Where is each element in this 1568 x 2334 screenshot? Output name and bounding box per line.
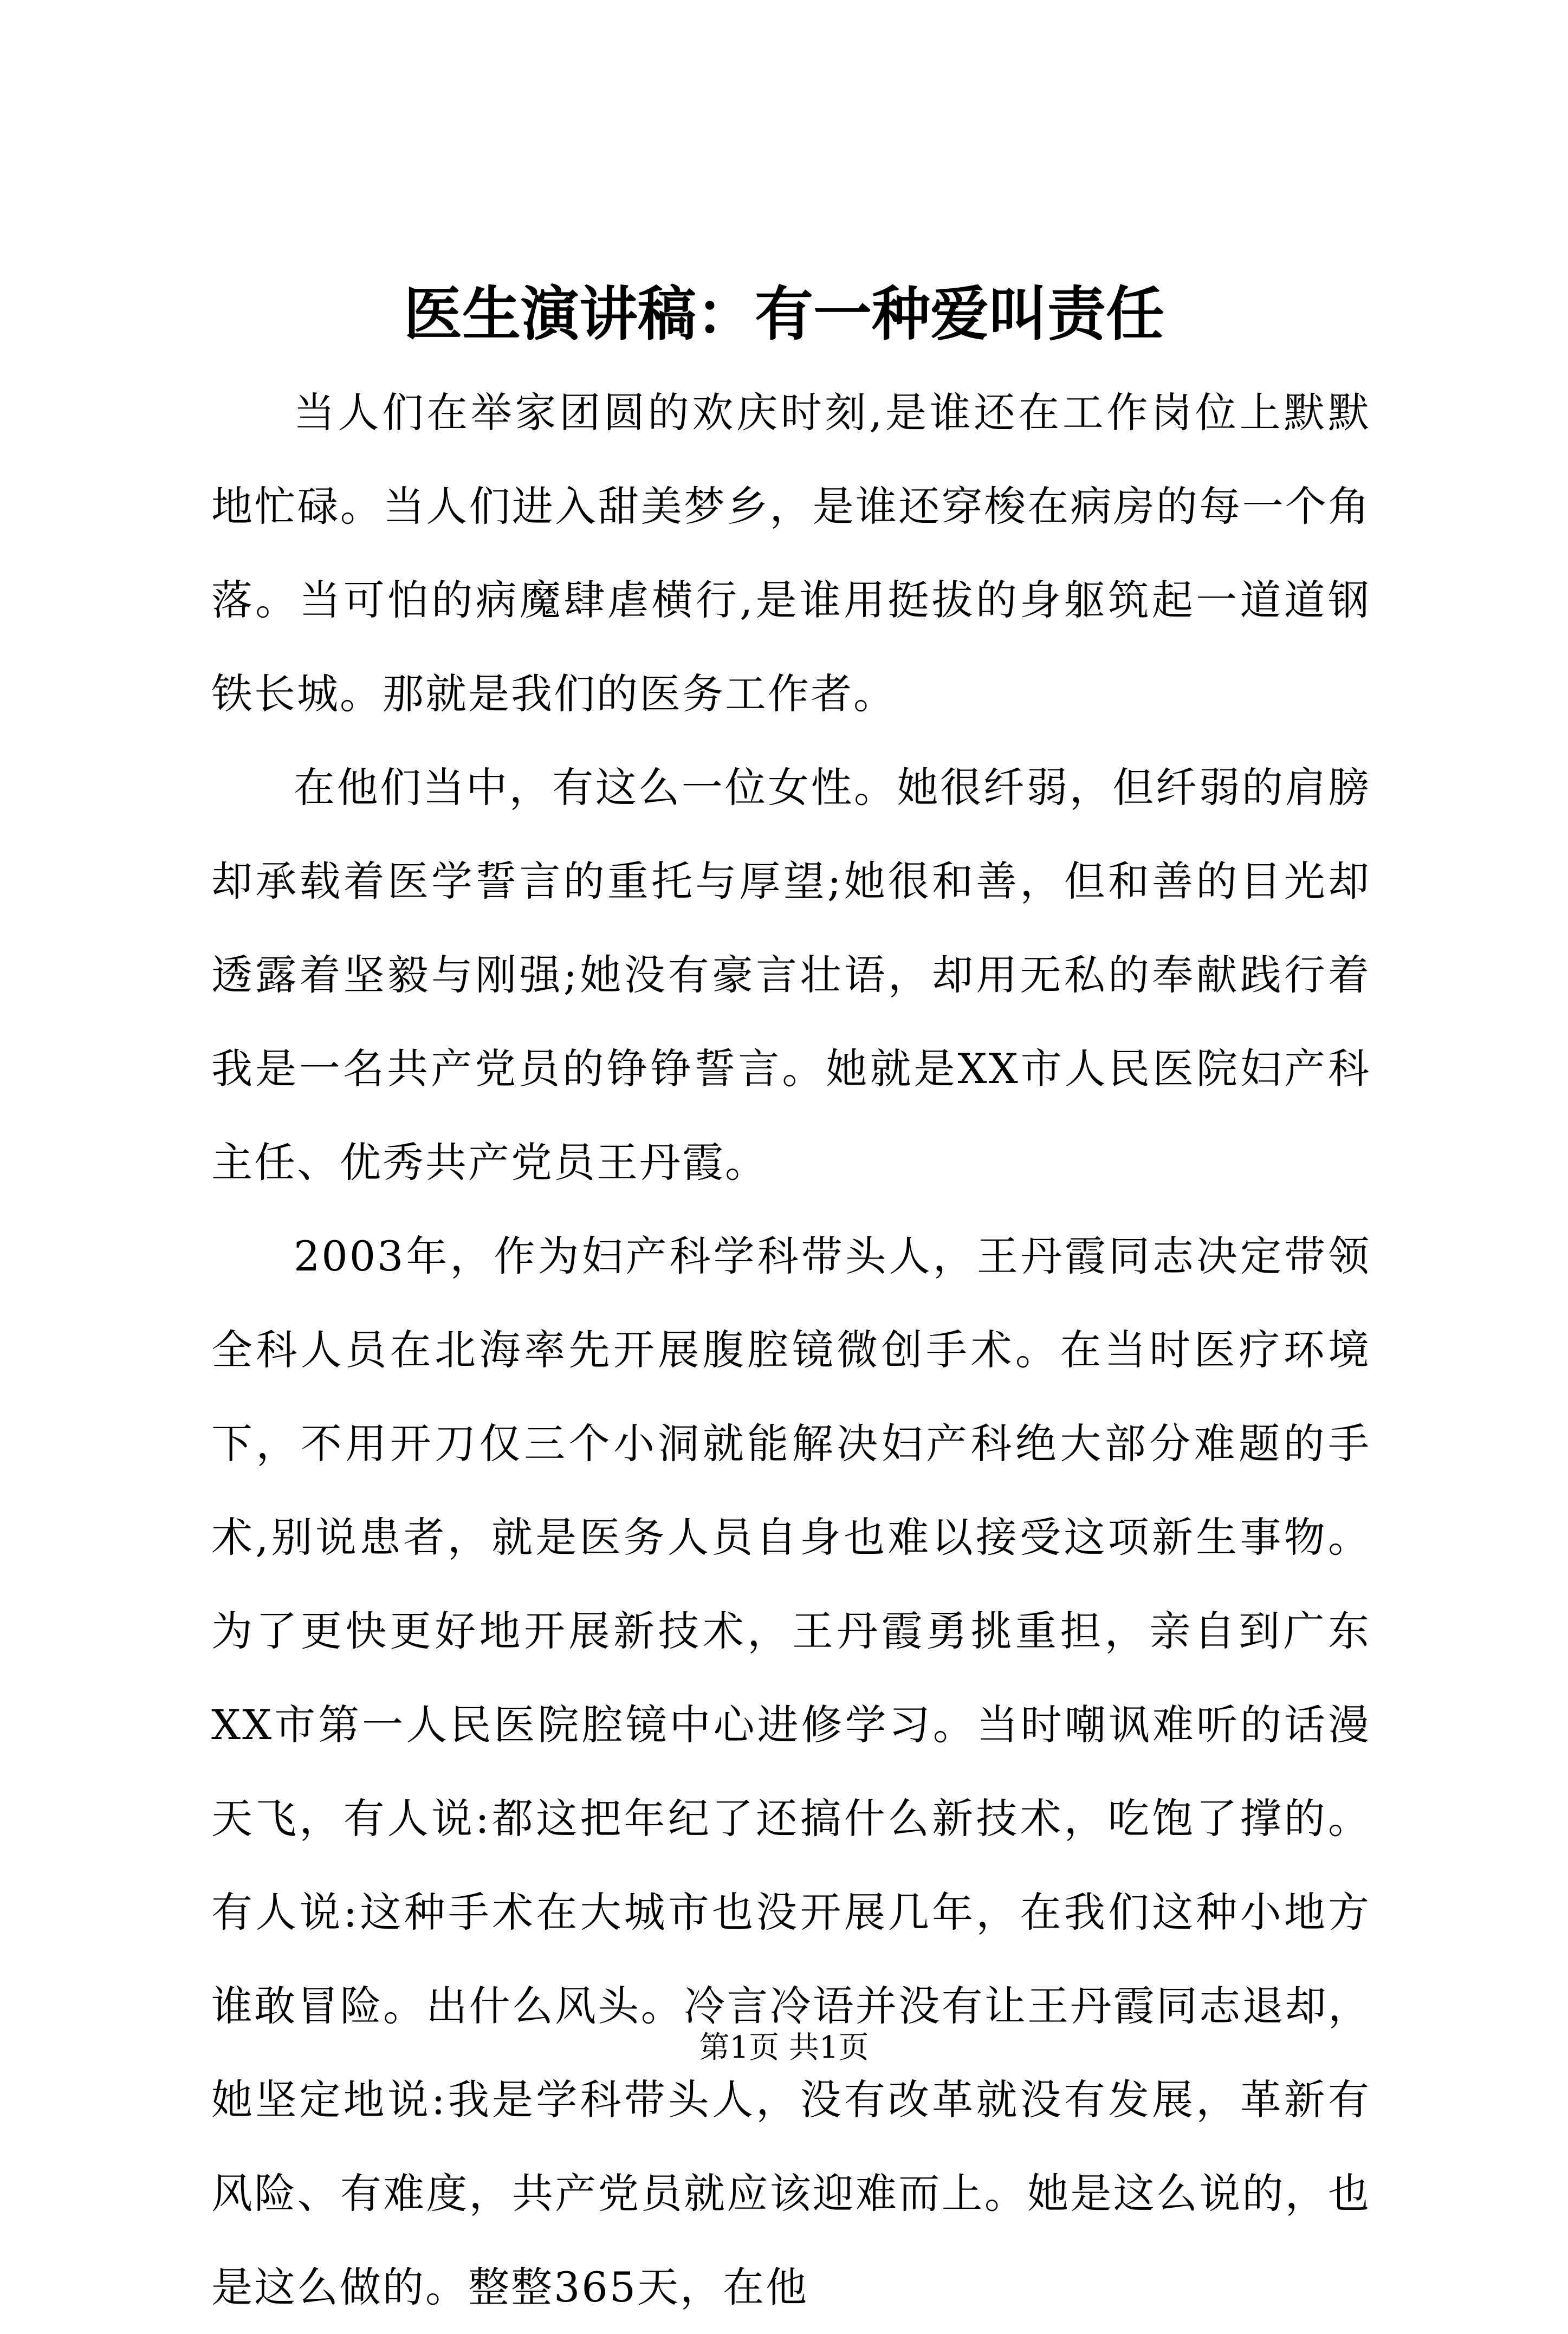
- paragraph-1: 当人们在举家团圆的欢庆时刻,是谁还在工作岗位上默默地忙碌。当人们进入甜美梦乡，是谁还穿梭在病房的每一个角落。当可怕的病魔肆虐横行,是谁用挺拔的身躯筑起一道道钢铁长城。那就是我们的医务工作者。: [211, 388, 1371, 718]
- page-footer: 第1页 共1页: [699, 2030, 869, 2065]
- paragraph-2: 在他们当中，有这么一位女性。她很纤弱，但纤弱的肩膀却承载着医学誓言的重托与厚望;她很和善，但和善的目光却透露着坚毅与刚强;她没有豪言壮语，却用无私的奉献践行着我是一名共产党员的铮铮誓言。她就是XX市人民医院妇产科主任、优秀共产党员王丹霞。: [211, 763, 1371, 1187]
- document-title: 医生演讲稿：有一种爱叫责任: [403, 280, 1164, 348]
- paragraph-3: 2003年，作为妇产科学科带头人，王丹霞同志决定带领全科人员在北海率先开展腹腔镜微创手术。在当时医疗环境下，不用开刀仅三个小洞就能解决妇产科绝大部分难题的手术,别说患者，就是医务人员自身也难以接受这项新生事物。为了更快更好地开展新技术，王丹霞勇挑重担，亲自到广东XX市第一人民医院腔镜中心进修学习。当时嘲讽难听的话漫天飞，有人说:都这把年纪了还搞什么新技术，吃饱了撑的。有人说:这种手术在大城市也没开展几年，在我们这种小地方谁敢冒险。出什么风头。冷言冷语并没有让王丹霞同志退却，她坚定地说:我是学科带头人，没有改革就没有发展，革新有风险、有难度，共产党员就应该迎难而上。她是这么说的，也是这么做的。整整365天，在他: [211, 1232, 1371, 2311]
